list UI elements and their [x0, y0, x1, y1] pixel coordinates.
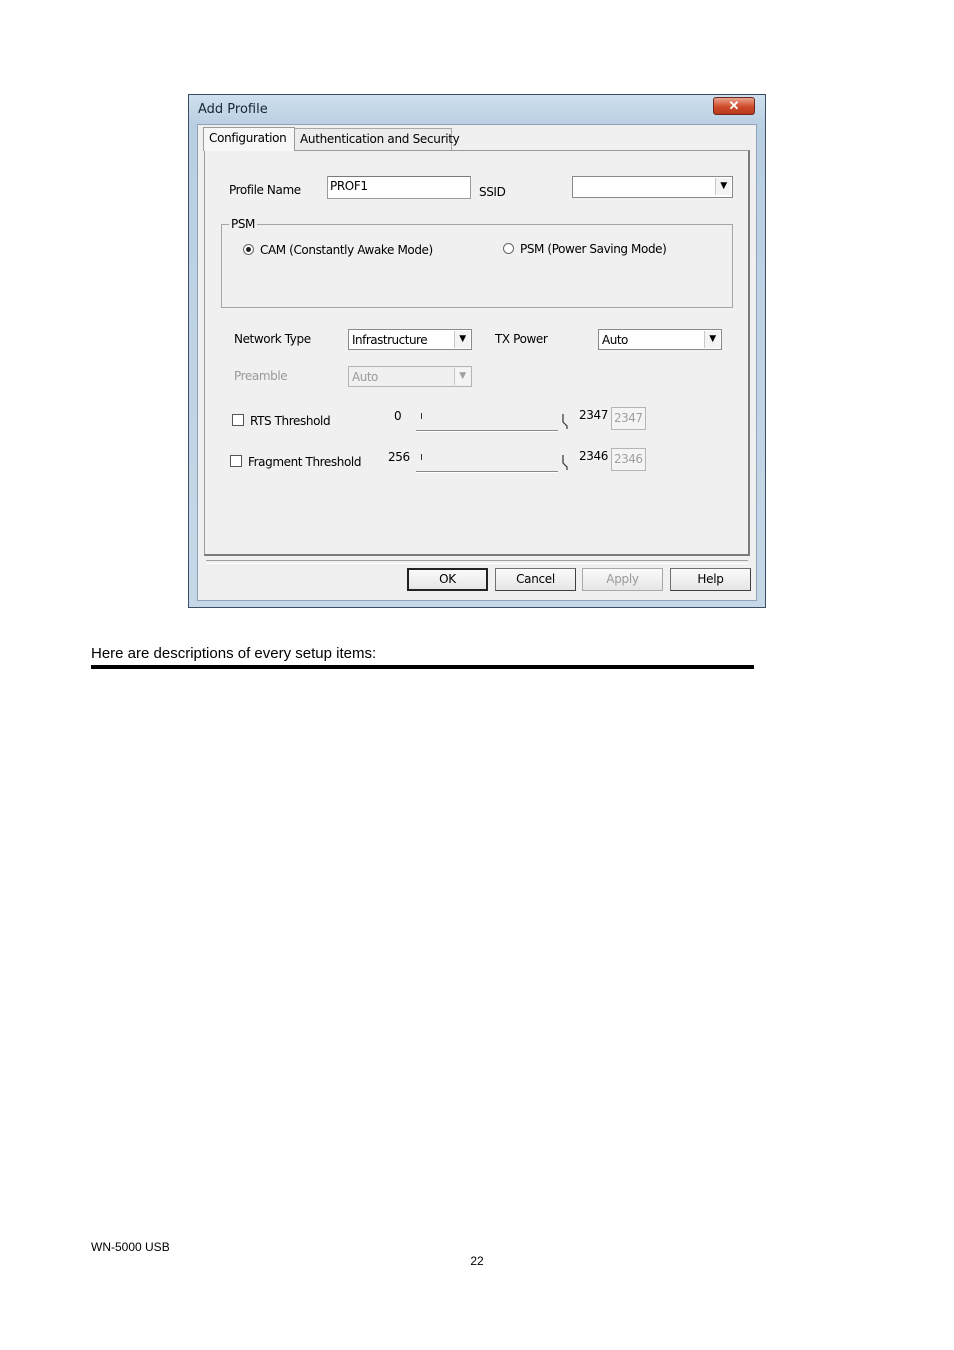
psm-label[interactable]: PSM (Power Saving Mode) — [520, 242, 667, 256]
cancel-button[interactable]: Cancel — [495, 568, 576, 591]
dialog-title: Add Profile — [198, 102, 268, 117]
section-caption: Here are descriptions of every setup items: — [91, 645, 377, 662]
fragment-threshold-label[interactable]: Fragment Threshold — [248, 455, 362, 469]
page-number: 22 — [470, 1254, 484, 1268]
close-icon: ✕ — [728, 98, 740, 113]
fragment-max-label: 2346 — [579, 449, 608, 463]
tab-configuration[interactable]: Configuration — [203, 127, 295, 151]
chevron-down-icon[interactable]: ▼ — [454, 331, 470, 348]
profile-name-input[interactable]: PROF1 — [327, 176, 471, 199]
fragment-min-label: 256 — [388, 450, 410, 464]
tab-authentication-security[interactable]: Authentication and Security — [294, 128, 452, 150]
preamble-label: Preamble — [234, 369, 288, 383]
rts-min-label: 0 — [394, 409, 402, 423]
psm-radio[interactable] — [503, 243, 514, 254]
psm-groupbox — [221, 224, 733, 308]
configuration-panel — [204, 150, 750, 556]
rts-slider-track[interactable] — [416, 430, 558, 432]
chevron-down-icon: ▼ — [454, 368, 470, 385]
cam-label[interactable]: CAM (Constantly Awake Mode) — [260, 243, 433, 257]
network-type-label: Network Type — [234, 332, 311, 346]
network-type-combo[interactable] — [348, 329, 472, 350]
tx-power-label: TX Power — [495, 332, 548, 346]
help-button[interactable]: Help — [670, 568, 751, 591]
footer-model-name: WN-5000 USB — [91, 1240, 170, 1254]
rts-threshold-checkbox[interactable] — [232, 414, 244, 426]
tx-power-value: Auto — [602, 333, 628, 347]
slider-thumb-icon[interactable] — [562, 454, 569, 470]
network-type-value: Infrastructure — [352, 333, 428, 347]
slider-tick — [421, 413, 422, 419]
add-profile-dialog — [188, 94, 766, 608]
chevron-down-icon[interactable]: ▼ — [704, 331, 720, 348]
section-rule — [91, 665, 754, 669]
ssid-label: SSID — [479, 185, 506, 199]
cam-radio[interactable] — [243, 244, 254, 255]
chevron-down-icon[interactable]: ▼ — [715, 178, 731, 195]
slider-thumb-icon[interactable] — [562, 413, 569, 429]
tx-power-combo[interactable] — [598, 329, 722, 350]
radio-selected-dot — [246, 247, 251, 252]
rts-max-label: 2347 — [579, 408, 608, 422]
button-separator — [206, 560, 748, 564]
profile-name-label: Profile Name — [229, 183, 301, 197]
psm-legend: PSM — [231, 217, 256, 231]
close-button[interactable] — [713, 97, 755, 115]
preamble-value: Auto — [352, 370, 378, 384]
ok-button[interactable]: OK — [407, 568, 488, 591]
rts-threshold-value: 2347 — [611, 407, 646, 430]
dialog-client-area — [197, 124, 757, 601]
fragment-threshold-value: 2346 — [611, 448, 646, 471]
apply-button: Apply — [582, 568, 663, 591]
ssid-combo[interactable] — [572, 176, 733, 198]
rts-threshold-label[interactable]: RTS Threshold — [250, 414, 331, 428]
fragment-slider-track[interactable] — [416, 471, 558, 473]
preamble-combo — [348, 366, 472, 387]
fragment-threshold-checkbox[interactable] — [230, 455, 242, 467]
slider-tick — [421, 454, 422, 460]
